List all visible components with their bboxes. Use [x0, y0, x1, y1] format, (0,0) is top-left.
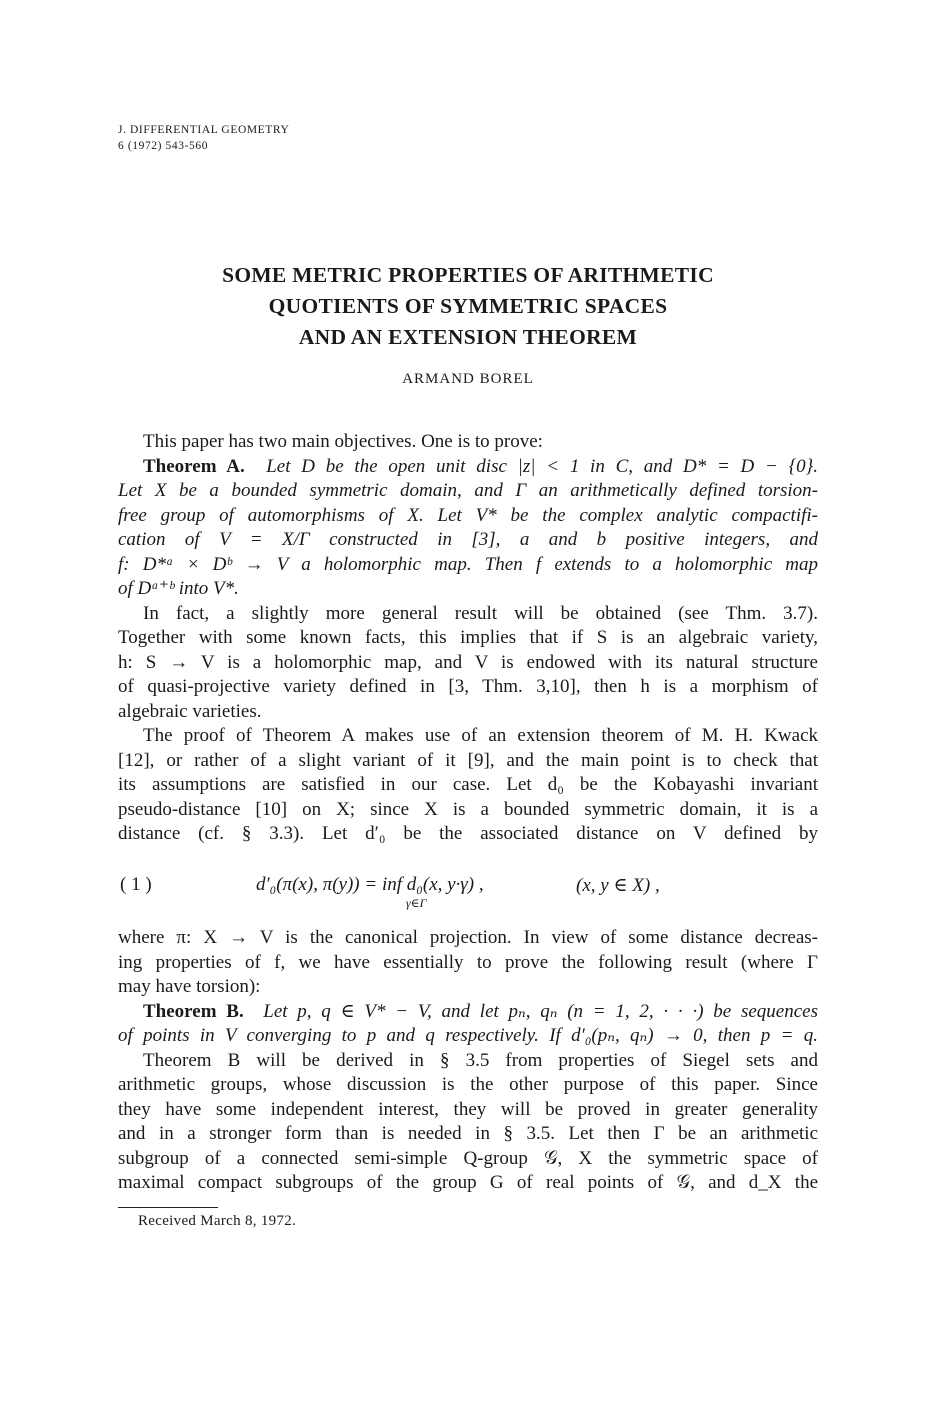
author-name: ARMAND BOREL: [402, 371, 534, 387]
para5-line-4: and in a stronger form than is needed in § 3.5. Let then Γ be an arithmetic: [118, 1123, 818, 1144]
journal-name: J. DIFFERENTIAL GEOMETRY: [118, 124, 290, 136]
theorem-b-text-1: Let p, q ∈ V* − V, and let pₙ, qₙ (n = 1, 2, · · ·) be sequences: [263, 1000, 819, 1022]
theorem-b-line-1: [118, 1000, 818, 1025]
para2-line-2: Together with some known facts, this implies that if S is an algebraic variety,: [118, 627, 818, 648]
para5-line-5: subgroup of a connected semi-simple Q-group 𝒢, X the symmetric space of: [118, 1147, 818, 1169]
para2-line-4: of quasi-projective variety defined in [3, Thm. 3,10], then h is a morphism of: [118, 676, 818, 697]
body-text-upper: [118, 430, 818, 847]
intro-line: This paper has two main objectives. One is to prove:: [143, 431, 543, 452]
para2-line-5: algebraic varieties.: [118, 700, 262, 722]
equation-1: [118, 870, 818, 912]
para4-line-2: ing properties of f, we have essentially to prove the following result (where Γ: [118, 951, 818, 973]
paragraph-4: [118, 926, 818, 1000]
body-text-lower: [118, 926, 818, 1196]
para3-line-3: its assumptions are satisfied in our case. Let d₀ be the Kobayashi invariant: [118, 774, 818, 795]
title-line-1: SOME METRIC PROPERTIES OF ARITHMETIC: [222, 263, 714, 287]
para2-line-3: h: S → V is a holomorphic map, and V is endowed with its natural structure: [118, 651, 818, 673]
paragraph-5: [118, 1049, 818, 1196]
paragraph-2: [118, 602, 818, 725]
theorem-a-line-5: f: D*ᵃ × Dᵇ → V a holomorphic map. Then f extends to a holomorphic map: [118, 553, 818, 575]
theorem-b: [118, 1000, 818, 1049]
theorem-a-line-4: cation of V = X/Γ constructed in [3], a and b positive integers, and: [118, 529, 818, 550]
para3-line-1: The proof of Theorem A makes use of an extension theorem of M. H. Kwack: [143, 725, 818, 746]
journal-issue: 6 (1972) 543-560: [118, 140, 209, 152]
theorem-a-line-6: of Dᵃ⁺ᵇ into V*.: [118, 578, 239, 599]
para5-line-3: they have some independent interest, they will be proved in greater generality: [118, 1098, 818, 1120]
theorem-b-label: Theorem B.: [143, 1000, 244, 1022]
theorem-a-label: Theorem A.: [143, 455, 245, 477]
para2-line-1: In fact, a slightly more general result will be obtained (see Thm. 3.7).: [143, 602, 818, 624]
para4-line-3: may have torsion):: [118, 976, 261, 997]
theorem-a: [118, 455, 818, 602]
title-line-2: QUOTIENTS OF SYMMETRIC SPACES: [268, 294, 668, 318]
para4-line-1: where π: X → V is the canonical projection. In view of some distance decreas-: [118, 927, 818, 948]
para3-line-4: pseudo-distance [10] on X; since X is a bounded symmetric domain, it is a: [118, 798, 818, 820]
footnote-received: Received March 8, 1972.: [138, 1213, 297, 1229]
journal-header: [118, 122, 289, 154]
title-line-3: AND AN EXTENSION THEOREM: [298, 325, 638, 349]
para3-line-2: [12], or rather of a slight variant of it [9], and the main point is to check that: [118, 749, 818, 771]
equation-subscript: γ∈Γ: [406, 896, 427, 910]
theorem-a-line-1: [118, 455, 818, 480]
para5-line-1: Theorem B will be derived in § 3.5 from properties of Siegel sets and: [143, 1049, 818, 1071]
theorem-a-line-2: Let X be a bounded symmetric domain, and Γ an arithmetically defined torsion-: [118, 480, 818, 501]
equation-number: ( 1 ): [120, 874, 152, 895]
paragraph-3: [118, 724, 818, 847]
para3-line-5: distance (cf. § 3.3). Let d′₀ be the associated distance on V defined by: [118, 823, 818, 844]
theorem-a-text-1: Let D be the open unit disc |z| < 1 in C, and D* = D − {0}.: [266, 455, 819, 477]
para5-line-2: arithmetic groups, whose discussion is the other purpose of this paper. Since: [118, 1074, 818, 1095]
para5-line-6: maximal compact subgroups of the group G of real points of 𝒢, and d_X the: [118, 1172, 818, 1193]
paper-title: [118, 260, 818, 353]
equation-condition: (x, y ∈ X) ,: [576, 875, 660, 896]
equation-formula: d′₀(π(x), π(y)) = inf d₀(x, y·γ) ,: [256, 874, 484, 895]
theorem-b-line-2: of points in V converging to p and q respectively. If d′₀(pₙ, qₙ) → 0, then p = q.: [118, 1025, 818, 1046]
footnote-rule: [118, 1207, 218, 1208]
theorem-a-line-3: free group of automorphisms of X. Let V* be the complex analytic compactifi-: [118, 504, 818, 526]
